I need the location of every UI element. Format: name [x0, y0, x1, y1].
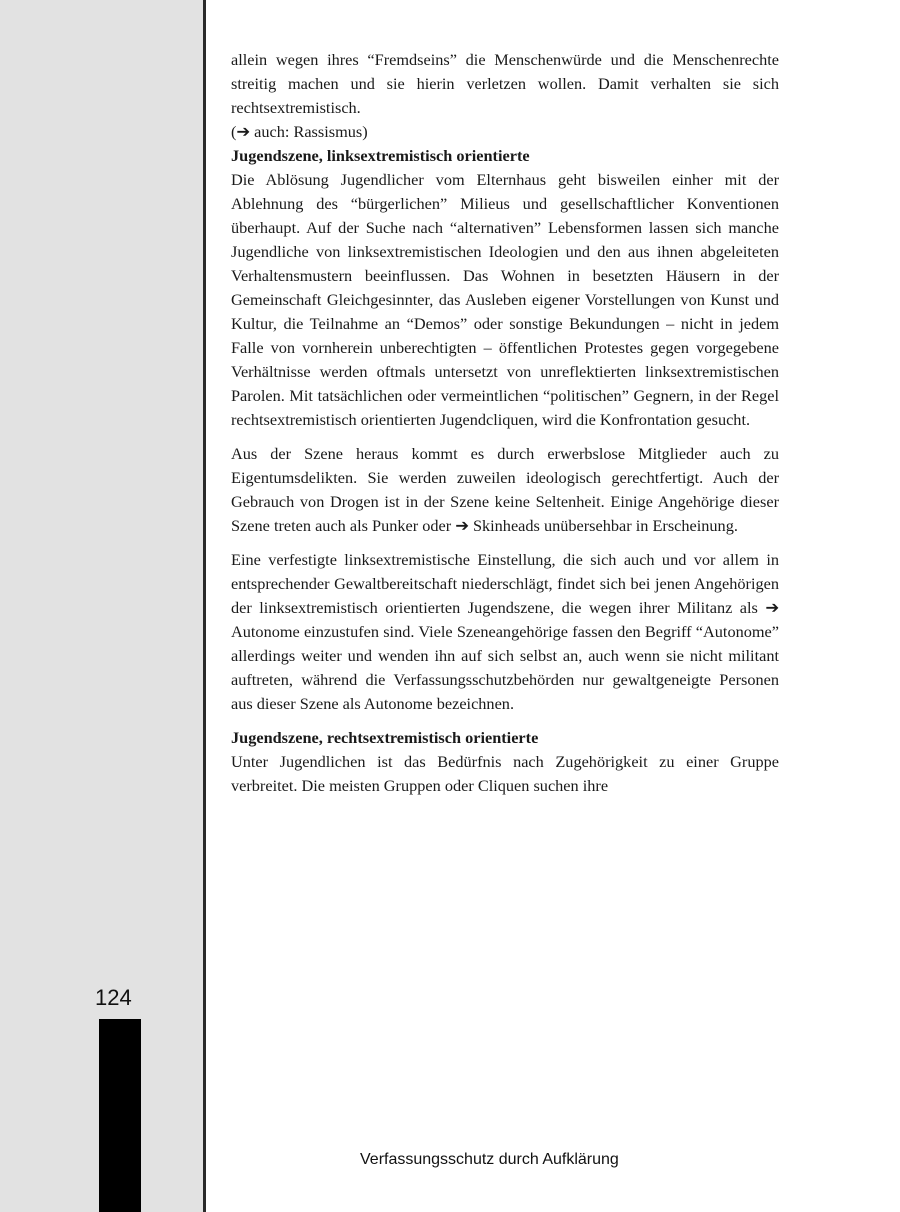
cross-reference: (➔ auch: Rassismus) [231, 122, 368, 141]
section-heading-left: Jugendszene, linksextremistisch orientierte [231, 146, 530, 165]
page-body [231, 48, 779, 808]
page-number: 124 [95, 985, 132, 1010]
section-heading-right: Jugendszene, rechtsextremistisch orientierte [231, 728, 539, 747]
section-paragraph: Unter Jugendlichen ist das Bedürfnis nach Zugehörigkeit zu einer Gruppe verbreitet. Die meisten Gruppen oder Cliquen suchen ihre [231, 752, 779, 795]
intro-paragraph: allein wegen ihres “Fremdseins” die Menschenwürde und die Menschenrechte streitig machen und sie hierin verletzen wollen. Damit verhalten sie sich rechtsextremistisch. [231, 50, 779, 117]
margin-divider-line [203, 0, 206, 1212]
section-paragraph: Aus der Szene heraus kommt es durch erwerbslose Mitglieder auch zu Eigentumsdelikten. Sie werden zuweilen ideologisch gerechtfertigt. Auch der Gebrauch von Drogen ist in der Szene keine Seltenheit. Einige Angehörige dieser Szene treten auch als Punker oder ➔ Skinheads unübersehbar in Erscheinung. [231, 444, 779, 535]
thumb-index-tab [99, 1019, 141, 1212]
section-paragraph: Die Ablösung Jugendlicher vom Elternhaus geht bisweilen einher mit der Ablehnung des “bürgerlichen” Milieus und gesellschaftlicher Konventionen überhaupt. Auf der Suche nach “alternativen” Lebensformen lassen sich manche Jugendliche von linksextremistischen Ideologien und den aus ihnen abgeleiteten Verhaltensmustern beeinflussen. Das Wohnen in besetzten Häusern in der Gemeinschaft Gleichgesinnter, das Ausleben eigener Vorstellungen von Kunst und Kultur, die Teilnahme an “Demos” oder sonstige Bekundungen – nicht in jedem Falle von vornherein unberechtigten – öffentlichen Protestes gegen vorgegebene Verhältnisse werden oftmals untersetzt von unreflektierten linksextremistischen Parolen. Mit tatsächlichen oder vermeintlichen “politischen” Gegnern, in der Regel rechtsextremistisch orientierten Jugendcliquen, wird die Konfrontation gesucht. [231, 170, 779, 429]
page-footer: Verfassungsschutz durch Aufklärung [360, 1151, 619, 1168]
section-paragraph: Eine verfestigte linksextremistische Einstellung, die sich auch und vor allem in entsprechender Gewaltbereitschaft niederschlägt, findet sich bei jenen Angehörigen der linksextremistisch orientierten Jugendszene, die wegen ihrer Militanz als ➔ Autonome einzustufen sind. Viele Szeneangehörige fassen den Begriff “Autonome” allerdings weiter und wenden ihn auf sich selbst an, auch wenn sie nicht militant auftreten, während die Verfassungsschutzbehörden nur gewaltgeneigte Personen aus dieser Szene als Autonome bezeichnen. [231, 550, 779, 713]
